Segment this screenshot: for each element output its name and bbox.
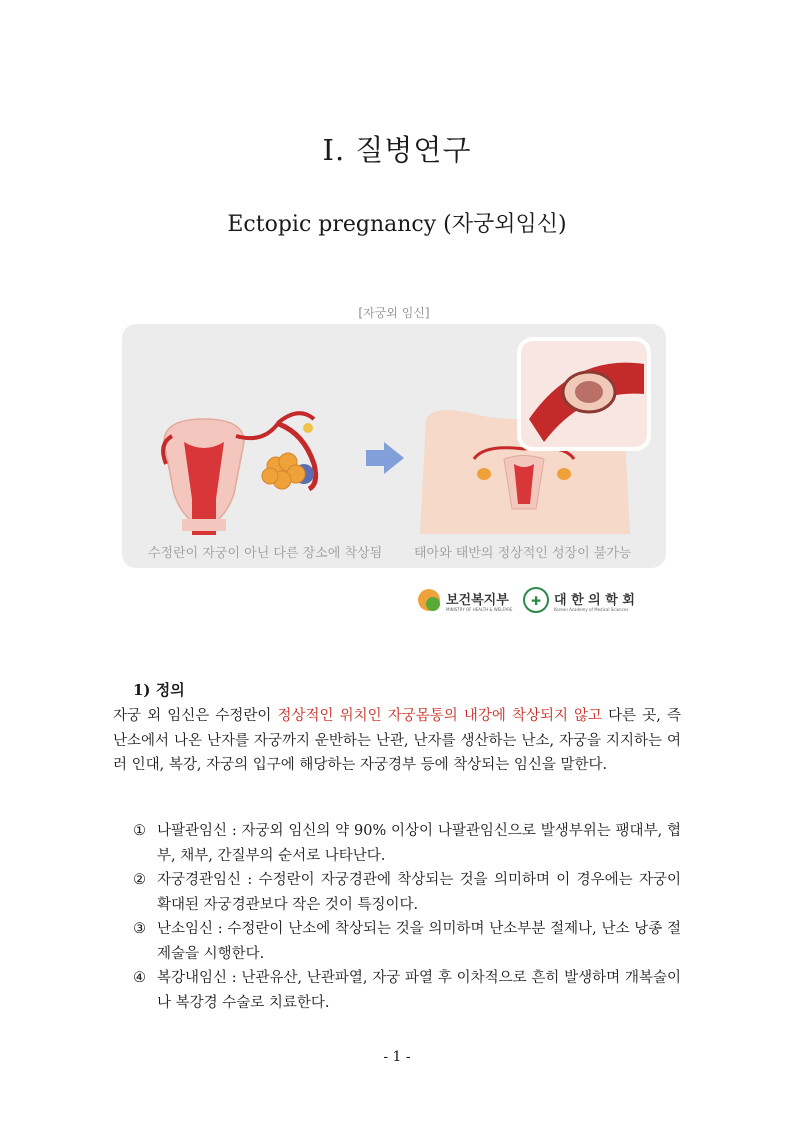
kams-logo	[524, 588, 635, 612]
document-subtitle: Ectopic pregnancy (자궁외임신)	[227, 212, 567, 237]
svg-text:보건복지부: 보건복지부	[446, 593, 509, 608]
figure-illustration	[104, 294, 684, 616]
list-item: ① 나팔관임신 : 자궁외 임신의 약 90% 이상이 나팔관임신으로 발생부위는 팽대부, 협부, 채부, 간질부의 순서로 나타난다.	[133, 823, 681, 864]
figure-caption: [자궁외 임신]	[358, 306, 430, 320]
list-item: ④ 복강내임신 : 난관유산, 난관파열, 자궁 파열 후 이차적으로 흔히 발생하며 개복술이나 복강경 수술로 치료한다.	[133, 970, 681, 1011]
figure-left-label: 수정란이 자궁이 아닌 다른 장소에 착상됨	[148, 546, 383, 561]
ectopic-pregnancy-figure	[104, 294, 684, 616]
arrow-right-icon	[366, 442, 404, 474]
zoom-inset	[519, 339, 649, 449]
svg-text:MINISTRY OF HEALTH & WELFARE: MINISTRY OF HEALTH & WELFARE	[446, 607, 513, 612]
list-item: ③ 난소임신 : 수정란이 난소에 착상되는 것을 의미하며 난소부분 절제나, 난소 낭종 절제술을 시행한다.	[133, 921, 681, 962]
section-heading: 1) 정의	[133, 681, 185, 699]
figure-right-label: 태아와 태반의 정상적인 성장이 불가능	[414, 546, 632, 561]
ministry-logo	[418, 589, 513, 612]
definition-paragraph: 자궁 외 임신은 수정란이 정상적인 위치인 자궁몸통의 내강에 착상되지 않고 다른 곳, 즉 난소에서 나온 난자를 자궁까지 운반하는 난관, 난자를 생산하는 난소, 자궁을 지지하는 여러 인대, 복강, 자궁의 입구에 해당하는 자궁경부 등에 착상되는 임신을 말한다.	[113, 708, 681, 773]
svg-text:Korean Academy of Medical Scie: Korean Academy of Medical Sciences	[554, 607, 629, 612]
ectopic-types-list	[133, 819, 681, 1015]
svg-text:✚: ✚	[531, 594, 542, 608]
list-item: ② 자궁경관임신 : 수정란이 자궁경관에 착상되는 것을 의미하며 이 경우에는 자궁이 확대된 자궁경관보다 작은 것이 특징이다.	[133, 872, 681, 913]
highlighted-text: 정상적인 위치인 자궁몸통의 내강에 착상되지 않고	[277, 708, 603, 724]
page-title: Ⅰ. 질병연구	[322, 133, 472, 167]
page-number: - 1 -	[383, 1049, 411, 1065]
uterus-tube-illustration	[163, 413, 316, 535]
svg-text:대 한 의 학 회: 대 한 의 학 회	[554, 593, 635, 608]
